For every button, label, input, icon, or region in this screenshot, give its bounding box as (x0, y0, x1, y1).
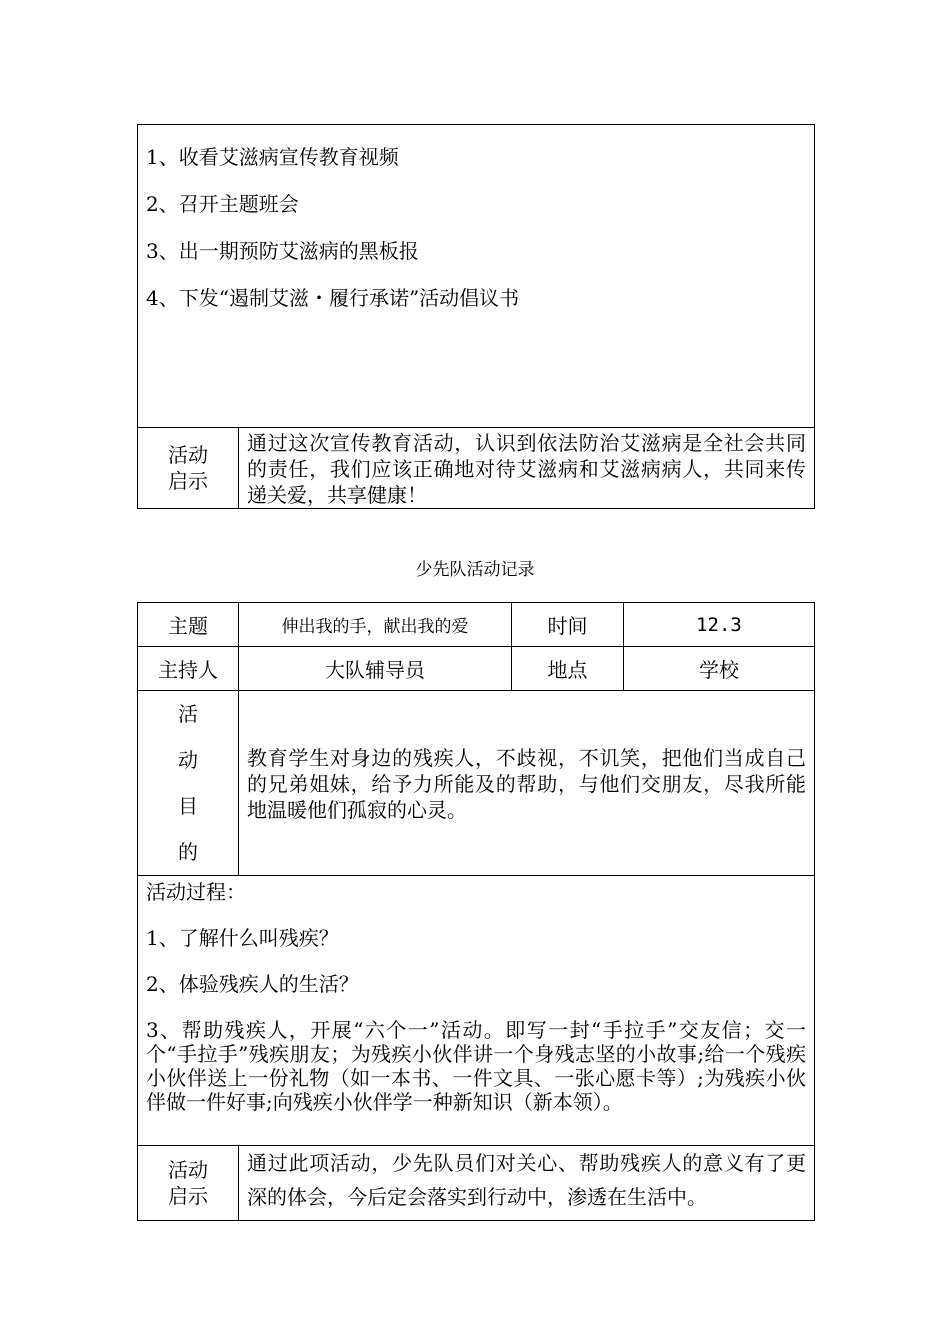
process-cell (138, 876, 815, 1146)
insight-label-line: 启示 (168, 469, 208, 493)
purpose-label-char: 活 (178, 702, 198, 726)
host-value: 大队辅导员 (239, 647, 512, 691)
record-title: 少先队活动记录 (415, 560, 535, 580)
purpose-label (138, 691, 239, 876)
purpose-label-char: 的 (178, 840, 198, 864)
host-label: 主持人 (138, 647, 239, 691)
insight-label-line: 启示 (168, 1184, 208, 1208)
theme-value: 伸出我的手，献出我的爱 (239, 603, 512, 647)
location-value: 学校 (624, 647, 815, 691)
theme-label: 主题 (138, 603, 239, 647)
purpose-text: 教育学生对身边的残疾人，不歧视，不讥笑，把他们当成自己的兄弟姐妹，给予力所能及的帮助，与他们交朋友，尽我所能地温暖他们孤寂的心灵。 (239, 691, 815, 876)
activity-list-item: 4、下发“遏制艾滋・履行承诺”活动倡议书 (146, 286, 520, 310)
activity-list-cell (138, 125, 815, 428)
insight-label (138, 1146, 239, 1221)
time-value: 12.3 (624, 603, 815, 647)
activity-list-item: 2、召开主题班会 (146, 192, 299, 216)
activity-list-item: 3、出一期预防艾滋病的黑板报 (146, 239, 419, 263)
location-label: 地点 (512, 647, 624, 691)
insight-label-line: 活动 (168, 1158, 208, 1182)
insight-text: 通过此项活动，少先队员们对关心、帮助残疾人的意义有了更深的体会，今后定会落实到行动中，渗透在生活中。 (239, 1146, 815, 1221)
insight-text: 通过这次宣传教育活动，认识到依法防治艾滋病是全社会共同的责任，我们应该正确地对待艾滋病和艾滋病病人，共同来传递关爱，共享健康！ (239, 428, 815, 509)
process-item: 1、了解什么叫残疾？ (146, 926, 339, 950)
time-label: 时间 (512, 603, 624, 647)
insight-label-line: 活动 (168, 443, 208, 467)
process-item: 3、帮助残疾人，开展“六个一”活动。即写一封“手拉手”交友信；交一个“手拉手”残疾朋友；为残疾小伙伴讲一个身残志坚的小故事;给一个残疾小伙伴送上一份礼物（如一本书、一件文具、一张心愿卡等）;为残疾小伙伴做一件好事;向残疾小伙伴学一种新知识（新本领）。 (146, 1018, 806, 1114)
process-item: 2、体验残疾人的生活？ (146, 972, 359, 996)
activity-record-table (137, 602, 815, 1221)
insight-label (138, 428, 239, 509)
activity-list-item: 1、收看艾滋病宣传教育视频 (146, 145, 399, 169)
previous-activity-table (137, 124, 815, 509)
purpose-label-char: 动 (178, 748, 198, 772)
process-title: 活动过程： (146, 880, 246, 904)
purpose-label-char: 目 (178, 794, 198, 818)
